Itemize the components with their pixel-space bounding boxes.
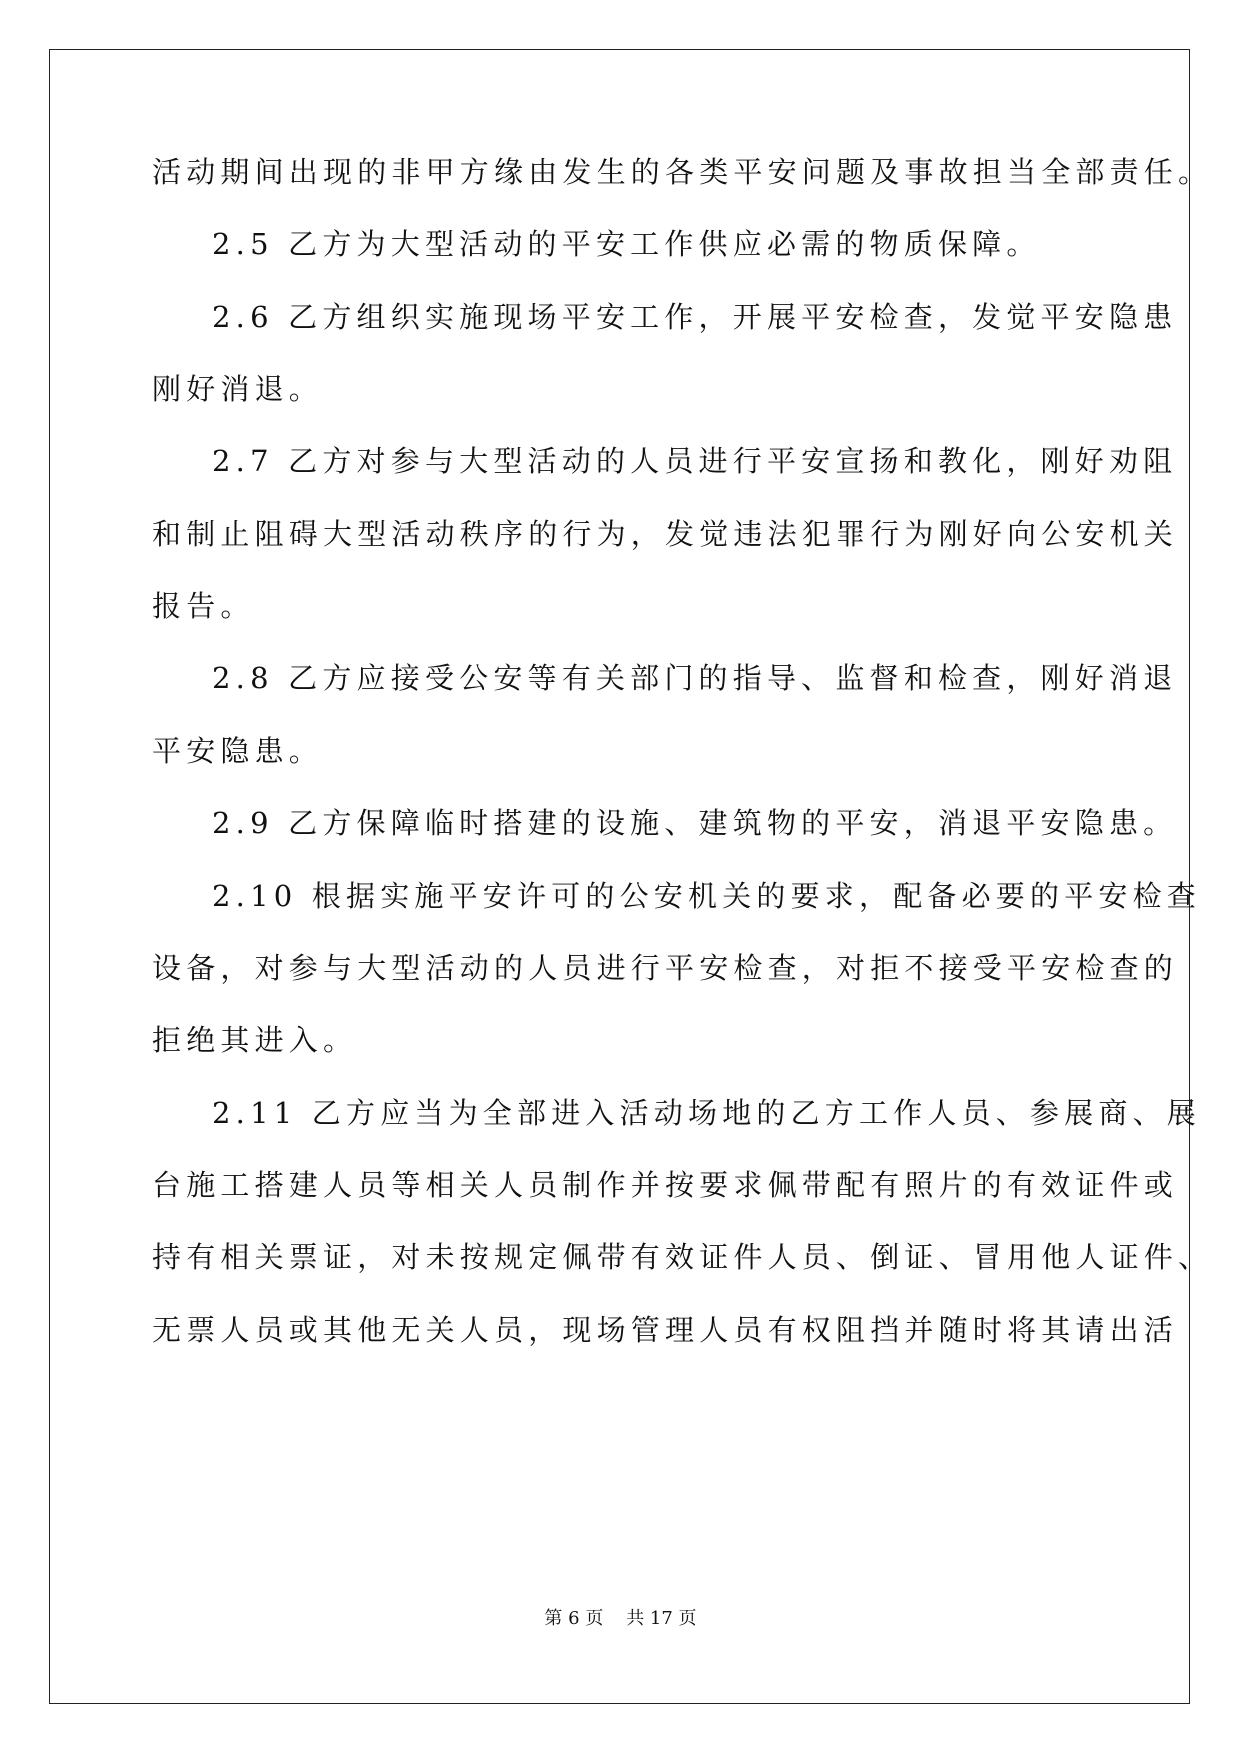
text-line: 持有相关票证，对未按规定佩带有效证件人员、倒证、冒用他人证件、 xyxy=(152,1240,1213,1274)
text-line: 2.6 乙方组织实施现场平安工作，开展平安检查，发觉平安隐患 xyxy=(212,300,1178,334)
text-line: 报告。 xyxy=(152,589,255,623)
text-line: 拒绝其进入。 xyxy=(152,1023,358,1057)
text-line: 2.10 根据实施平安许可的公安机关的要求，配备必要的平安检查 xyxy=(212,879,1201,913)
text-line: 活动期间出现的非甲方缘由发生的各类平安问题及事故担当全部责任。 xyxy=(152,155,1213,189)
text-line: 和制止阻碍大型活动秩序的行为，发觉违法犯罪行为刚好向公安机关 xyxy=(152,517,1179,551)
text-line: 台施工搭建人员等相关人员制作并按要求佩带配有照片的有效证件或 xyxy=(152,1168,1179,1202)
text-line: 无票人员或其他无关人员，现场管理人员有权阻挡并随时将其请出活 xyxy=(152,1313,1179,1347)
page-number-footer: 第 6 页 共 17 页 xyxy=(544,1608,697,1629)
text-line: 2.8 乙方应接受公安等有关部门的指导、监督和检查，刚好消退 xyxy=(212,661,1178,695)
text-line: 2.11 乙方应当为全部进入活动场地的乙方工作人员、参展商、展 xyxy=(212,1096,1201,1130)
text-line: 平安隐患。 xyxy=(152,734,324,768)
text-line: 2.5 乙方为大型活动的平安工作供应必需的物质保障。 xyxy=(212,227,1041,261)
text-line: 刚好消退。 xyxy=(152,372,324,406)
text-line: 2.7 乙方对参与大型活动的人员进行平安宣扬和教化，刚好劝阻 xyxy=(212,444,1178,478)
text-line: 设备，对参与大型活动的人员进行平安检查，对拒不接受平安检查的 xyxy=(152,951,1179,985)
text-line: 2.9 乙方保障临时搭建的设施、建筑物的平安，消退平安隐患。 xyxy=(212,806,1178,840)
